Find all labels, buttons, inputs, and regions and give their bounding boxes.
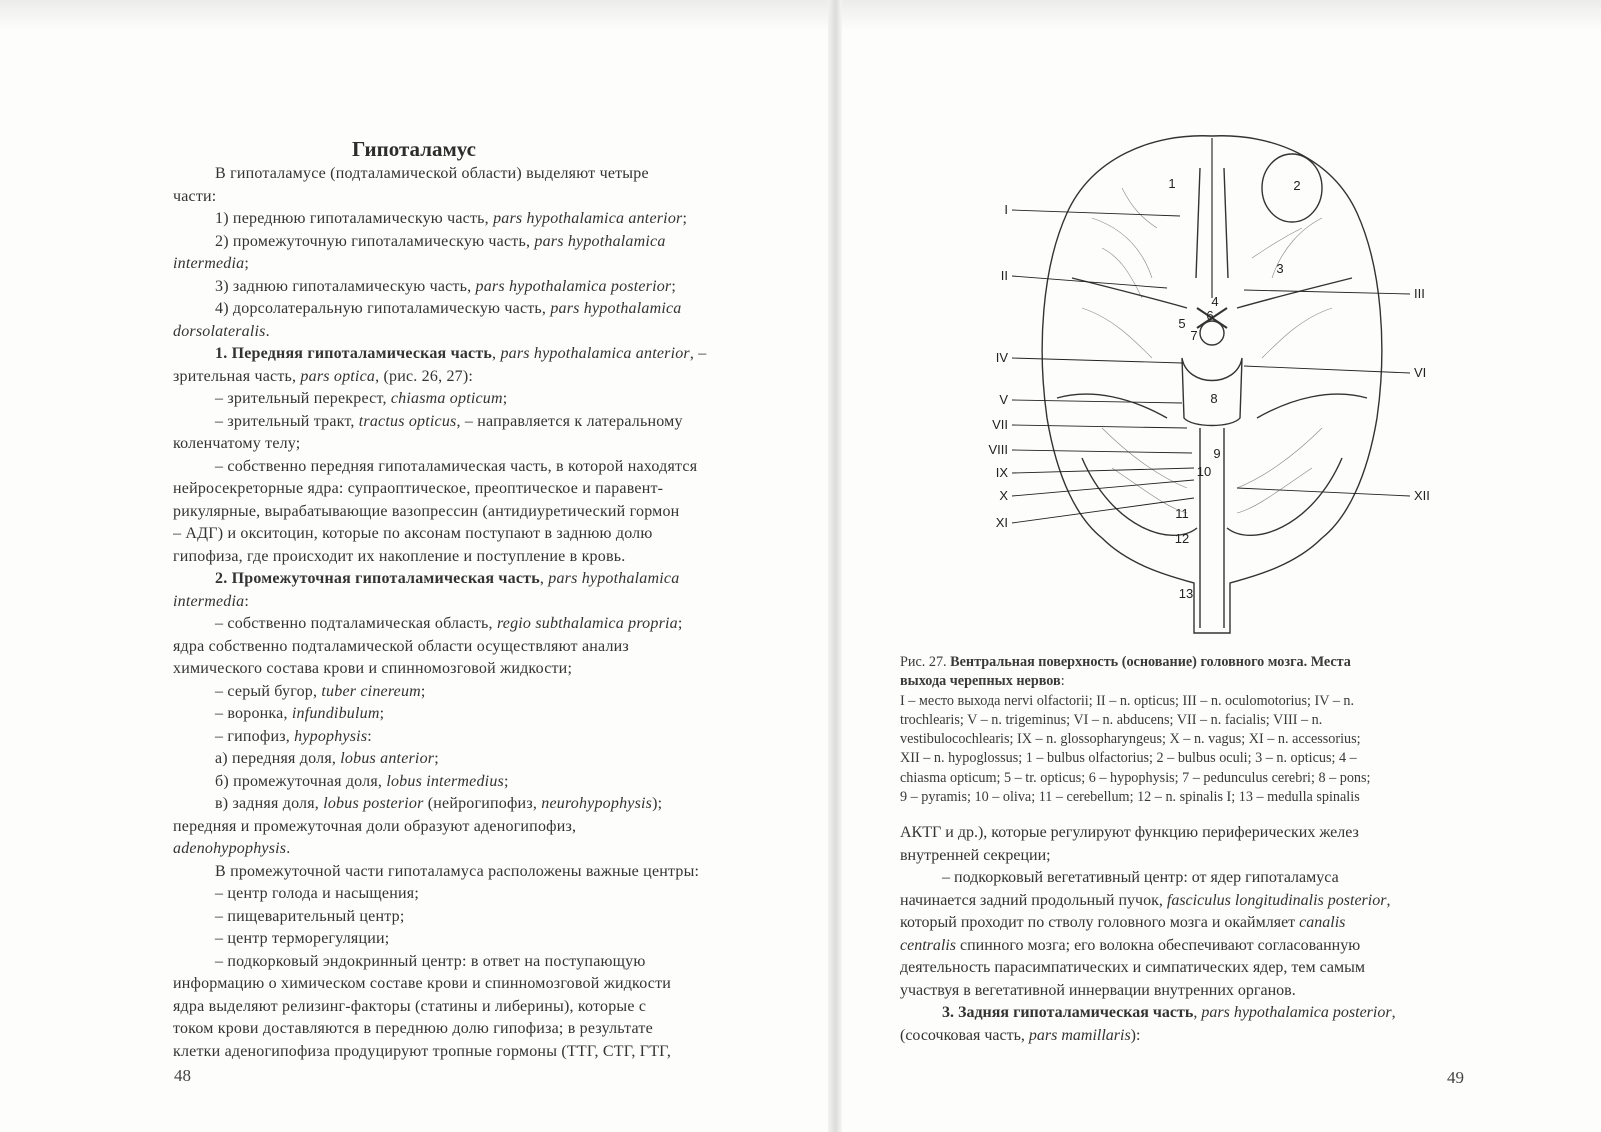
- text-run: vestibulocochlearis; IX – n. glossopharyngeus; X – n. vagus; XI – n. accessorius;: [900, 731, 1361, 748]
- latin-term: centralis: [900, 936, 956, 954]
- latin-term: pars hypothalamica posterior: [1201, 1004, 1392, 1021]
- text-run: , –: [689, 345, 707, 362]
- figure-number-10: 10: [1196, 464, 1212, 479]
- left-page-line: [173, 726, 762, 749]
- text-run: – зрительный тракт,: [215, 412, 359, 430]
- text-run: информацию о химическом составе крови и спинномозговой жидкости: [173, 975, 672, 992]
- latin-term: pars mamillaris: [1028, 1026, 1131, 1044]
- figure-label-V: V: [999, 392, 1008, 407]
- figure-label-III: III: [1414, 286, 1425, 301]
- right-page-line: [900, 1025, 1504, 1048]
- figure-label-VII: VII: [992, 417, 1008, 432]
- text-run: ;: [420, 682, 426, 700]
- right-page-line: [900, 822, 1504, 845]
- left-body-text: [173, 163, 762, 1063]
- latin-term: lobus intermedius: [386, 772, 504, 790]
- text-run: – подкорковый вегетативный центр: от ядер гипоталамуса: [942, 869, 1339, 886]
- left-page-line: [173, 433, 762, 456]
- text-run: .: [265, 322, 270, 340]
- text-run: клетки аденогипофиза продуцируют тропные гормоны (ТТГ, СТГ, ГТГ,: [173, 1042, 672, 1060]
- text-run: :: [367, 727, 372, 745]
- latin-term: pars hypothalamica anterior: [493, 210, 683, 227]
- right-page-line: [900, 980, 1504, 1003]
- page-number-right: 49: [1447, 1068, 1464, 1087]
- latin-term: tuber cinereum: [321, 682, 421, 700]
- text-run: гипофиза, где происходит их накопление и поступление в кровь.: [173, 547, 626, 565]
- text-run: б) промежуточная доля,: [215, 772, 387, 790]
- text-run: ;: [677, 615, 683, 632]
- caption-line: [900, 788, 1504, 807]
- text-run: ,: [492, 345, 501, 362]
- left-page-line: [173, 658, 762, 681]
- left-page-line: [173, 861, 762, 884]
- text-run: :: [244, 592, 249, 610]
- figure-number-12: 12: [1174, 531, 1190, 546]
- text-run: – подкорковый эндокринный центр: в ответ на поступающую: [215, 952, 646, 970]
- figure-number-3: 3: [1276, 261, 1284, 276]
- hypophysis-outline: [1200, 321, 1224, 345]
- text-run: ;: [502, 390, 508, 407]
- text-run: внутренней секреции;: [900, 846, 1051, 864]
- text-run: (сосочковая часть,: [900, 1026, 1029, 1044]
- text-run: – АДГ) и окситоцин, которые по аксонам поступают в заднюю долю: [173, 525, 653, 542]
- text-run: спинного мозга; его волокна обеспечивают согласованную: [956, 936, 1361, 954]
- text-run: В промежуточной части гипоталамуса расположены важные центры:: [215, 862, 700, 880]
- right-page: [842, 0, 1601, 1132]
- left-page-line: [173, 163, 762, 186]
- right-page-line: [900, 957, 1504, 980]
- latin-term: pars hypothalamica: [548, 570, 680, 587]
- figure-caption: [900, 653, 1504, 807]
- left-page-line: [173, 298, 762, 321]
- text-run: – серый бугор,: [215, 682, 322, 700]
- right-page-line: [900, 935, 1504, 958]
- bold-text: выхода черепных нервов: [900, 673, 1061, 690]
- text-run: ,: [539, 570, 549, 587]
- text-run: ;: [379, 705, 385, 722]
- latin-term: pars hypothalamica: [550, 300, 682, 317]
- latin-term: infundibulum: [291, 705, 380, 722]
- text-run: в) задняя доля,: [215, 795, 324, 812]
- text-run: ;: [503, 772, 509, 790]
- text-run: (нейрогипофиз,: [423, 795, 542, 812]
- left-page-line: [173, 568, 762, 591]
- figure-number-6: 6: [1206, 308, 1214, 323]
- text-run: начинается задний продольный пучок,: [900, 891, 1167, 909]
- latin-term: canalis: [1299, 914, 1346, 931]
- latin-term: regio subthalamica propria: [496, 615, 678, 632]
- figure-number-7: 7: [1190, 328, 1198, 343]
- text-run: ,: [1386, 891, 1391, 909]
- text-run: ;: [682, 210, 688, 227]
- left-page-line: [173, 681, 762, 704]
- latin-term: tractus opticus: [358, 412, 457, 430]
- text-run: I – место выхода nervi olfactorii; II – n. opticus; III – n. oculomotorius; IV – n.: [900, 692, 1355, 709]
- figure-number-4: 4: [1211, 294, 1219, 309]
- text-run: а) передняя доля,: [215, 750, 341, 767]
- left-page-line: [173, 253, 762, 276]
- latin-term: intermedia: [173, 592, 245, 610]
- figure-label-IV: IV: [995, 350, 1008, 365]
- figure-number-2: 2: [1293, 178, 1301, 193]
- caption-line: [900, 672, 1504, 691]
- text-run: – центр голода и насыщения;: [215, 885, 419, 902]
- text-run: части:: [173, 187, 217, 205]
- figure-number-1: 1: [1168, 176, 1176, 191]
- text-run: – собственно передняя гипоталамическая часть, в которой находятся: [215, 457, 698, 475]
- text-run: – зрительный перекрест,: [215, 390, 391, 407]
- right-page-line: [900, 845, 1504, 868]
- left-page-line: [173, 546, 762, 569]
- text-run: – собственно подталамическая область,: [215, 615, 497, 632]
- right-page-line: [900, 890, 1504, 913]
- left-page-line: [173, 928, 762, 951]
- left-page-line: [173, 366, 762, 389]
- text-run: ;: [244, 255, 249, 272]
- text-run: участвуя в вегетативной иннервации внутренних органов.: [900, 981, 1296, 999]
- left-page-line: [173, 276, 762, 299]
- figure-label-I: I: [1004, 202, 1008, 217]
- text-run: ;: [671, 277, 677, 295]
- text-run: током крови доставляются в переднюю долю гипофиза; в результате: [173, 1020, 653, 1037]
- eyeball-outline: [1262, 154, 1322, 222]
- text-run: – воронка,: [215, 705, 292, 722]
- text-run: Рис. 27.: [900, 654, 951, 670]
- figure-label-XII: XII: [1414, 488, 1430, 503]
- caption-line: [900, 730, 1504, 749]
- text-run: , – направляется к латеральному: [456, 412, 683, 430]
- caption-line: [900, 711, 1504, 730]
- text-run: .: [286, 840, 291, 857]
- text-run: – гипофиз,: [215, 727, 295, 745]
- latin-term: lobus anterior: [340, 750, 435, 767]
- text-run: нейросекреторные ядра: супраоптическое, преоптическое и паравент-: [173, 480, 664, 497]
- latin-term: adenohypophysis: [173, 840, 287, 857]
- left-page-line: [173, 838, 762, 861]
- figure-number-9: 9: [1213, 446, 1221, 461]
- latin-term: pars hypothalamica posterior: [475, 277, 672, 295]
- text-run: chiasma opticum; 5 – tr. opticus; 6 – hypophysis; 7 – pedunculus cerebri; 8 – pons;: [900, 769, 1371, 786]
- text-run: – центр терморегуляции;: [215, 930, 390, 947]
- latin-term: lobus posterior: [323, 795, 424, 812]
- latin-term: dorsolateralis: [173, 322, 266, 340]
- text-run: 4) дорсолатеральную гипоталамическую часть,: [215, 300, 551, 317]
- left-page-line: [173, 456, 762, 479]
- left-page-line: [173, 883, 762, 906]
- right-page-line: [900, 1002, 1504, 1025]
- left-page-line: [173, 411, 762, 434]
- text-run: ):: [1130, 1026, 1141, 1044]
- figure-number-11: 11: [1175, 506, 1189, 521]
- latin-term: neurohypophysis: [541, 795, 653, 812]
- left-page-line: [173, 636, 762, 659]
- caption-line: [900, 769, 1504, 788]
- text-run: коленчатому телу;: [173, 435, 301, 452]
- right-body-text: [900, 822, 1504, 1047]
- left-page-line: [173, 973, 762, 996]
- text-run: АКТГ и др.), которые регулируют функцию периферических желез: [900, 824, 1359, 841]
- left-page-line: [173, 321, 762, 344]
- left-page-line: [173, 388, 762, 411]
- left-page-line: [173, 613, 762, 636]
- left-page-line: [173, 748, 762, 771]
- latin-term: fasciculus longitudinalis posterior: [1166, 891, 1387, 909]
- text-run: 2) промежуточную гипоталамическую часть,: [215, 232, 535, 250]
- left-page-line: [173, 951, 762, 974]
- text-run: химического состава крови и спинномозговой жидкости;: [173, 660, 573, 677]
- left-page-line: [173, 906, 762, 929]
- text-run: передняя и промежуточная доли образуют аденогипофиз,: [173, 817, 577, 835]
- bold-text: 1. Передняя гипоталамическая часть: [215, 345, 493, 362]
- figure-number-5: 5: [1178, 316, 1186, 331]
- left-page-line: [173, 703, 762, 726]
- figure-label-II: II: [1000, 268, 1008, 283]
- text-run: рикулярные, вырабатывающие вазопрессин (антидиуретический гормон: [173, 502, 680, 520]
- figure-label-VIII: VIII: [988, 442, 1008, 457]
- left-page-line: [173, 501, 762, 524]
- left-page-line: [173, 478, 762, 501]
- left-page-line: [173, 231, 762, 254]
- text-run: );: [652, 795, 663, 812]
- latin-term: hypophysis: [294, 727, 368, 745]
- page-title: Гипоталамус: [351, 137, 476, 161]
- text-run: – пищеварительный центр;: [215, 907, 405, 925]
- text-run: В гипоталамусе (подталамической области) выделяют четыре: [215, 165, 649, 182]
- bold-text: 3. Задняя гипоталамическая часть: [942, 1004, 1194, 1021]
- text-run: 9 – pyramis; 10 – oliva; 11 – cerebellum; 12 – n. spinalis I; 13 – medulla spinalis: [900, 789, 1360, 806]
- bold-text: 2. Промежуточная гипоталамическая часть: [215, 570, 540, 587]
- figure-label-X: X: [999, 488, 1008, 503]
- text-run: :: [1060, 673, 1065, 690]
- page-number-left: 48: [174, 1066, 191, 1085]
- text-run: , (рис. 26, 27):: [375, 367, 474, 385]
- brain-base-figure: [982, 128, 1442, 648]
- left-page-line: [173, 523, 762, 546]
- right-page-line: [900, 912, 1504, 935]
- latin-term: pars hypothalamica anterior: [500, 345, 690, 362]
- figure-number-13: 13: [1178, 586, 1194, 601]
- text-run: ядра собственно подталамической области осуществляют анализ: [173, 637, 629, 655]
- caption-line: [900, 749, 1504, 768]
- latin-term: chiasma opticum: [390, 390, 503, 407]
- left-page-line: [173, 1041, 762, 1064]
- left-page-line: [173, 1018, 762, 1041]
- text-run: ;: [434, 750, 439, 767]
- figure-label-VI: VI: [1414, 365, 1427, 380]
- caption-line: [900, 653, 1504, 672]
- text-run: который проходит по стволу головного мозга и окаймляет: [900, 914, 1300, 931]
- text-run: ,: [1391, 1004, 1396, 1021]
- left-page-line: [173, 793, 762, 816]
- text-run: XII – n. hypoglossus; 1 – bulbus olfactorius; 2 – bulbus oculi; 3 – n. opticus; 4 –: [900, 750, 1357, 767]
- latin-term: pars hypothalamica: [534, 232, 666, 250]
- figure-number-8: 8: [1210, 391, 1218, 406]
- left-page-line: [173, 208, 762, 231]
- text-run: ,: [1193, 1004, 1202, 1021]
- figure-label-XI: XI: [995, 515, 1008, 530]
- text-run: trochlearis; V – n. trigeminus; VI – n. abducens; VII – n. facialis; VIII – n.: [900, 711, 1323, 728]
- left-page-line: [173, 343, 762, 366]
- caption-line: [900, 692, 1504, 711]
- left-page-line: [173, 591, 762, 614]
- text-run: деятельность парасимпатических и симпатических ядер, тем самым: [900, 959, 1366, 976]
- text-run: 3) заднюю гипоталамическую часть,: [215, 277, 476, 295]
- left-page-line: [173, 816, 762, 839]
- left-page-line: [173, 771, 762, 794]
- bold-text: Вентральная поверхность (основание) головного мозга. Места: [950, 654, 1351, 670]
- latin-term: pars optica: [300, 367, 376, 385]
- text-run: 1) переднюю гипоталамическую часть,: [215, 210, 494, 227]
- latin-term: intermedia: [173, 255, 245, 272]
- figure-label-IX: IX: [995, 465, 1008, 480]
- right-page-line: [900, 867, 1504, 890]
- book-gutter: [828, 0, 842, 1132]
- left-page-line: [173, 186, 762, 209]
- text-run: ядра выделяют релизинг-факторы (статины и либерины), которые с: [173, 997, 647, 1015]
- text-run: зрительная часть,: [173, 367, 301, 385]
- left-page-line: [173, 996, 762, 1019]
